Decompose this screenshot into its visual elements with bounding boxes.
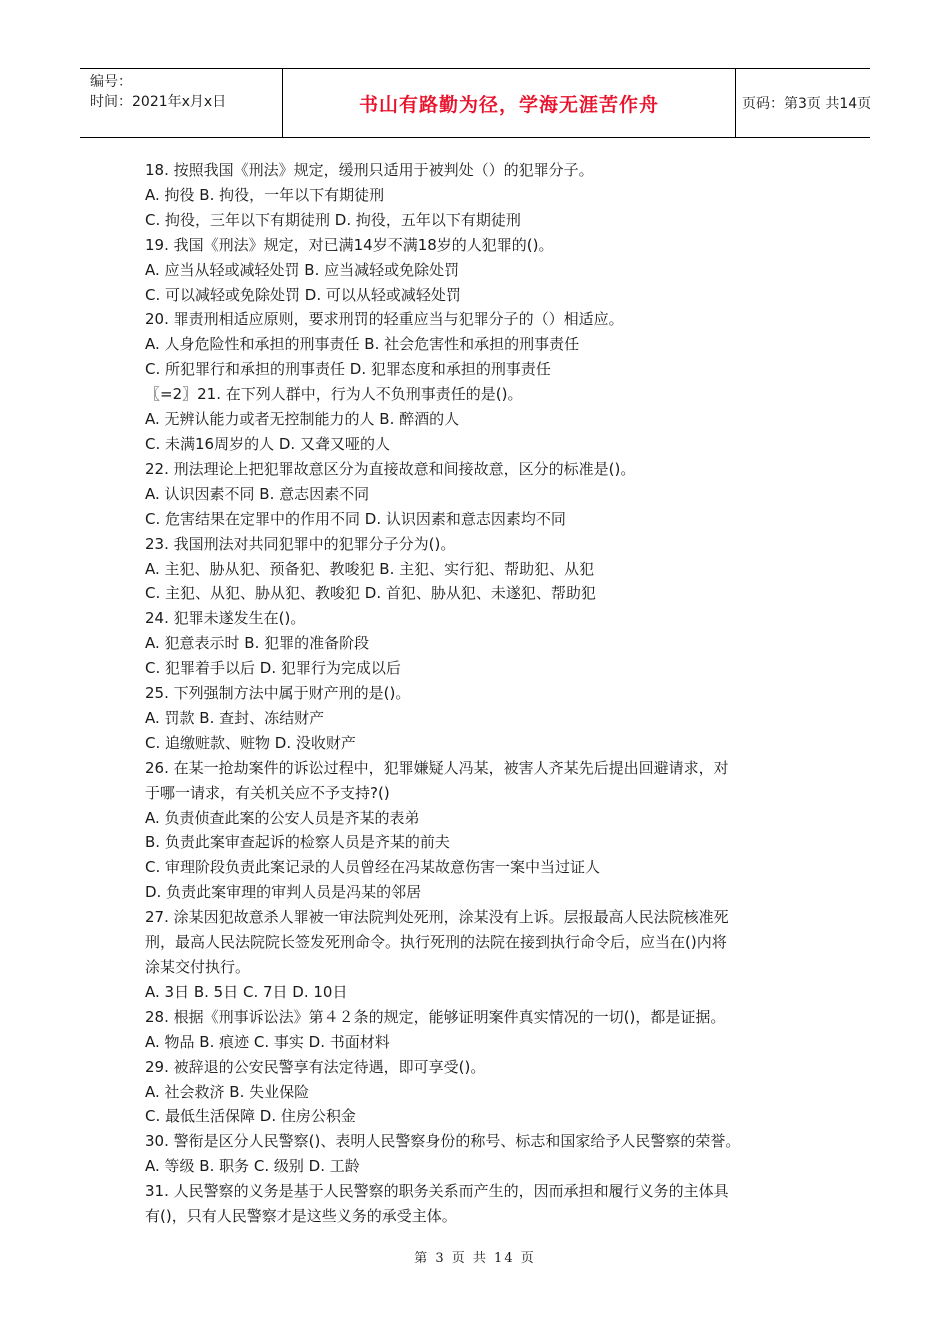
text-line: 30. 警衔是区分人民警察()、表明人民警察身份的称号、标志和国家给予人民警察的荣誉。	[145, 1132, 741, 1151]
text-line: 29. 被辞退的公安民警享有法定待遇，即可享受()。	[145, 1057, 486, 1076]
document-number: 编号：	[90, 74, 132, 90]
page-footer: 第 3 页 共 14 页	[414, 1251, 536, 1266]
text-line: A. 认识因素不同 B. 意志因素不同	[145, 484, 370, 503]
text-line: 31. 人民警察的义务是基于人民警察的职务关系而产生的，因而承担和履行义务的主体具	[145, 1182, 729, 1201]
text-line: C. 追缴赃款、赃物 D. 没收财产	[145, 733, 356, 752]
text-line: A. 拘役 B. 拘役，一年以下有期徒刑	[145, 185, 385, 204]
question-body	[145, 158, 810, 1229]
header-motto: 书山有路勤为径，学海无涯苦作舟	[282, 69, 736, 137]
text-line: C. 可以减轻或免除处罚 D. 可以从轻或减轻处罚	[145, 285, 461, 304]
text-line: 〖=2〗21. 在下列人群中，行为人不负刑事责任的是()。	[145, 385, 523, 404]
text-line: 25. 下列强制方法中属于财产刑的是()。	[145, 684, 411, 703]
text-line: A. 物品 B. 痕迹 C. 事实 D. 书面材料	[145, 1032, 390, 1051]
text-line: A. 应当从轻或减轻处罚 B. 应当减轻或免除处罚	[145, 260, 460, 279]
text-line: 有()，只有人民警察才是这些义务的承受主体。	[145, 1207, 457, 1226]
text-line: A. 社会救济 B. 失业保险	[145, 1082, 310, 1101]
text-line: A. 人身危险性和承担的刑事责任 B. 社会危害性和承担的刑事责任	[145, 335, 580, 354]
header-meta	[80, 69, 282, 137]
text-line: A. 负责侦查此案的公安人员是齐某的表弟	[145, 808, 420, 827]
page-header	[80, 68, 870, 138]
text-line: 刑，最高人民法院院长签发死刑命令。执行死刑的法院在接到执行命令后，应当在()内将	[145, 933, 727, 952]
text-line: C. 最低生活保障 D. 住房公积金	[145, 1107, 356, 1126]
document-date: 时间：2021年x月x日	[90, 94, 227, 110]
text-line: C. 未满16周岁的人 D. 又聋又哑的人	[145, 434, 390, 453]
text-line: A. 等级 B. 职务 C. 级别 D. 工龄	[145, 1157, 360, 1176]
text-line: 27. 涂某因犯故意杀人罪被一审法院判处死刑，涂某没有上诉。层报最高人民法院核准死	[145, 908, 729, 927]
text-line: A. 3日 B. 5日 C. 7日 D. 10日	[145, 982, 348, 1001]
text-line: C. 拘役，三年以下有期徒刑 D. 拘役，五年以下有期徒刑	[145, 210, 521, 229]
text-line: C. 犯罪着手以后 D. 犯罪行为完成以后	[145, 659, 401, 678]
text-line: 28. 根据《刑事诉讼法》第４２条的规定，能够证明案件真实情况的一切()，都是证据。	[145, 1007, 726, 1026]
text-line: D. 负责此案审理的审判人员是冯某的邻居	[145, 883, 422, 902]
text-line: 24. 犯罪未遂发生在()。	[145, 609, 306, 628]
text-line: C. 危害结果在定罪中的作用不同 D. 认识因素和意志因素均不同	[145, 509, 566, 528]
text-line: B. 负责此案审查起诉的检察人员是齐某的前夫	[145, 833, 450, 852]
text-line: 涂某交付执行。	[145, 958, 251, 976]
text-line: 于哪一请求，有关机关应不予支持?()	[145, 783, 390, 802]
text-line: 23. 我国刑法对共同犯罪中的犯罪分子分为()。	[145, 534, 456, 553]
text-line: C. 审理阶段负责此案记录的人员曾经在冯某故意伤害一案中当过证人	[145, 858, 601, 877]
text-line: A. 主犯、胁从犯、预备犯、教唆犯 B. 主犯、实行犯、帮助犯、从犯	[145, 559, 595, 578]
header-page-info: 页码：第3页 共14页	[742, 96, 872, 112]
text-line: 20. 罪责刑相适应原则，要求刑罚的轻重应当与犯罪分子的（）相适应。	[145, 310, 624, 329]
text-line: C. 主犯、从犯、胁从犯、教唆犯 D. 首犯、胁从犯、未遂犯、帮助犯	[145, 584, 596, 603]
text-line: A. 无辨认能力或者无控制能力的人 B. 醉酒的人	[145, 410, 460, 429]
text-line: C. 所犯罪行和承担的刑事责任 D. 犯罪态度和承担的刑事责任	[145, 360, 551, 379]
text-line: 19. 我国《刑法》规定，对已满14岁不满18岁的人犯罪的()。	[145, 235, 554, 254]
text-line: A. 犯意表示时 B. 犯罪的准备阶段	[145, 634, 370, 653]
text-line: 22. 刑法理论上把犯罪故意区分为直接故意和间接故意，区分的标准是()。	[145, 459, 636, 478]
text-line: A. 罚款 B. 查封、冻结财产	[145, 708, 325, 727]
text-line: 26. 在某一抢劫案件的诉讼过程中，犯罪嫌疑人冯某，被害人齐某先后提出回避请求，对	[145, 758, 729, 777]
text-line: 18. 按照我国《刑法》规定，缓刑只适用于被判处（）的犯罪分子。	[145, 161, 594, 179]
